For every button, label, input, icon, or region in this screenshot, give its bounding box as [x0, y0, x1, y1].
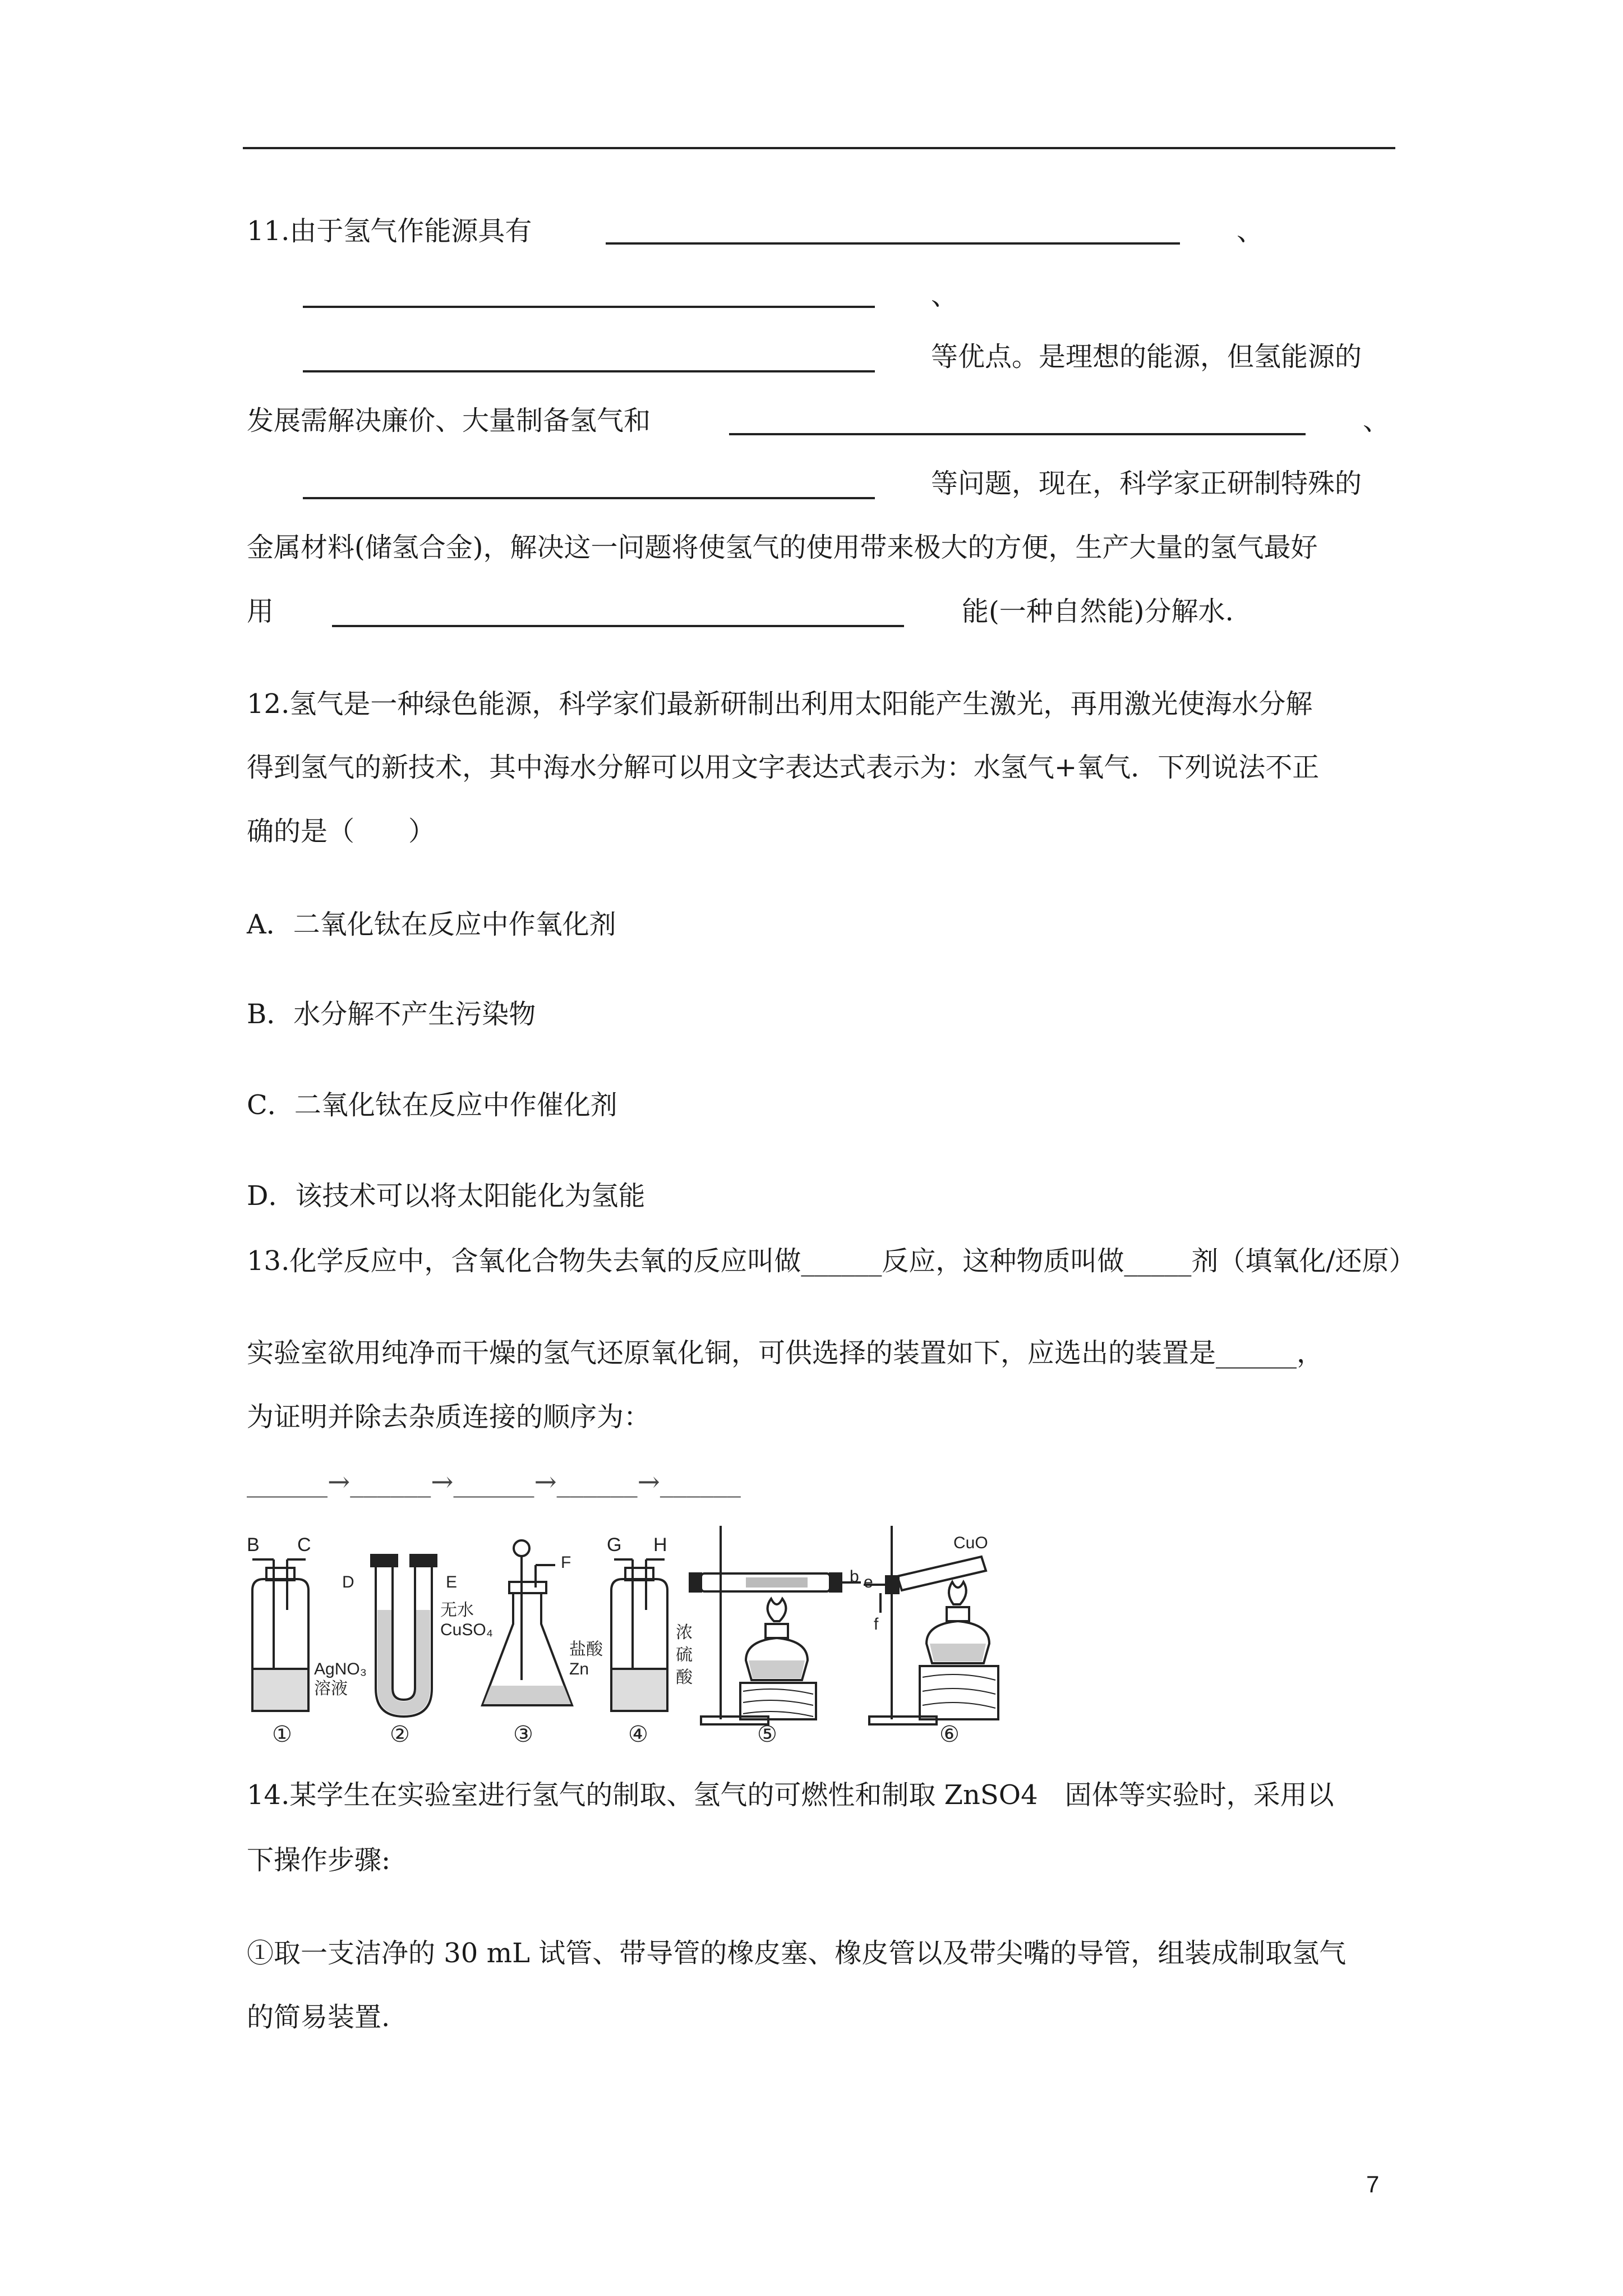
q12-option-d: D．该技术可以将太阳能化为氢能 — [247, 1180, 645, 1212]
apparatus-2-u-tube — [371, 1555, 436, 1717]
q11-line7b: 能(一种自然能)分解水. — [962, 596, 1234, 627]
page-number: 7 — [1366, 2171, 1380, 2197]
q12-line2: 得到氢气的新技术，其中海水分解可以用文字表达式表示为：水氢气+氧气．下列说法不正 — [247, 752, 1320, 783]
q14-line3: ①取一支洁净的 30 mL 试管、带导管的橡皮塞、橡皮管以及带尖嘴的导管，组装成制取氢气 — [247, 1938, 1347, 1969]
label-n1: ① — [272, 1722, 292, 1747]
label-nong: 浓 — [676, 1623, 693, 1642]
label-agno3: AgNO₃ — [314, 1660, 367, 1678]
label-n2: ② — [390, 1722, 410, 1747]
q11-blank-5 — [303, 497, 875, 499]
apparatus-5-heated-tube — [690, 1526, 861, 1724]
label-n6: ⑥ — [939, 1722, 960, 1747]
apparatus-1-agno3-bottle — [252, 1559, 308, 1711]
q11-blank-2 — [303, 306, 875, 308]
q11-sep1: 、 — [1237, 215, 1264, 247]
label-n5: ⑤ — [757, 1722, 777, 1747]
q11-blank-6 — [332, 625, 904, 627]
q11-blank-4 — [729, 433, 1306, 435]
label-g: G — [607, 1534, 622, 1556]
label-d: D — [342, 1573, 354, 1591]
q12-option-c: C．二氧化钛在反应中作催化剂 — [247, 1089, 617, 1121]
q14-line4: 的简易装置. — [247, 2001, 390, 2033]
q11-line1: 11.由于氢气作能源具有 — [247, 215, 532, 247]
label-liu: 硫 — [676, 1646, 693, 1664]
q11-blank-3 — [303, 370, 875, 372]
label-f-top: F — [561, 1553, 571, 1572]
apparatus-4-h2so4-bottle — [611, 1559, 667, 1711]
label-cuo: CuO — [953, 1534, 988, 1552]
q11-line4: 发展需解决廉价、大量制备氢气和 — [247, 405, 651, 436]
q13-sequence-blanks: ______→______→______→______→______ — [247, 1466, 741, 1498]
q13-line1: 13.化学反应中，含氧化合物失去氧的反应叫做______反应，这种物质叫做_____剂（填氧化/还原） — [247, 1245, 1416, 1277]
label-suan: 酸 — [676, 1668, 693, 1687]
apparatus-diagram — [241, 1526, 1038, 1750]
q13-line3: 为证明并除去杂质连接的顺序为： — [247, 1401, 651, 1433]
header-rule — [243, 147, 1395, 149]
q12-line1: 12.氢气是一种绿色能源，科学家们最新研制出利用太阳能产生激光，再用激光使海水分解 — [247, 688, 1313, 720]
q14-line1: 14.某学生在实验室进行氢气的制取、氢气的可燃性和制取 ZnSO4 固体等实验时，采用以 — [247, 1779, 1334, 1811]
label-b6: b — [850, 1567, 859, 1586]
label-b: B — [247, 1534, 260, 1556]
q11-sep3: 、 — [1363, 405, 1390, 436]
q14-line2: 下操作步骤: — [247, 1844, 391, 1876]
q12-option-a: A．二氧化钛在反应中作氧化剂 — [247, 909, 616, 940]
q11-line3: 等优点。是理想的能源，但氢能源的 — [931, 341, 1362, 372]
label-f6: f — [874, 1615, 879, 1634]
apparatus-3-flask — [482, 1540, 572, 1705]
label-cuso4: CuSO₄ — [440, 1621, 493, 1639]
label-c: C — [297, 1534, 311, 1556]
q11-line6: 金属材料(储氢合金)，解决这一问题将使氢气的使用带来极大的方便，生产大量的氢气最好 — [247, 532, 1318, 563]
q11-line7a: 用 — [247, 596, 274, 627]
q13-line2: 实验室欲用纯净而干燥的氢气还原氧化铜，可供选择的装置如下，应选出的装置是______， — [247, 1337, 1324, 1369]
q11-line5: 等问题，现在，科学家正研制特殊的 — [931, 468, 1362, 499]
q11-sep2: 、 — [931, 280, 958, 311]
label-zn: Zn — [569, 1660, 589, 1678]
label-wushui: 无水 — [440, 1601, 474, 1619]
label-h: H — [653, 1534, 667, 1556]
label-e6: e — [864, 1573, 873, 1591]
label-e: E — [446, 1573, 458, 1591]
label-n3: ③ — [513, 1722, 533, 1747]
apparatus-6-cuo-tube — [864, 1526, 998, 1724]
q12-line3: 确的是（ ） — [247, 816, 436, 847]
label-n4: ④ — [628, 1722, 648, 1747]
q12-option-b: B．水分解不产生污染物 — [247, 999, 536, 1030]
label-rongye: 溶液 — [314, 1680, 348, 1698]
label-yansuan: 盐酸 — [569, 1640, 603, 1659]
q11-blank-1 — [606, 242, 1180, 245]
